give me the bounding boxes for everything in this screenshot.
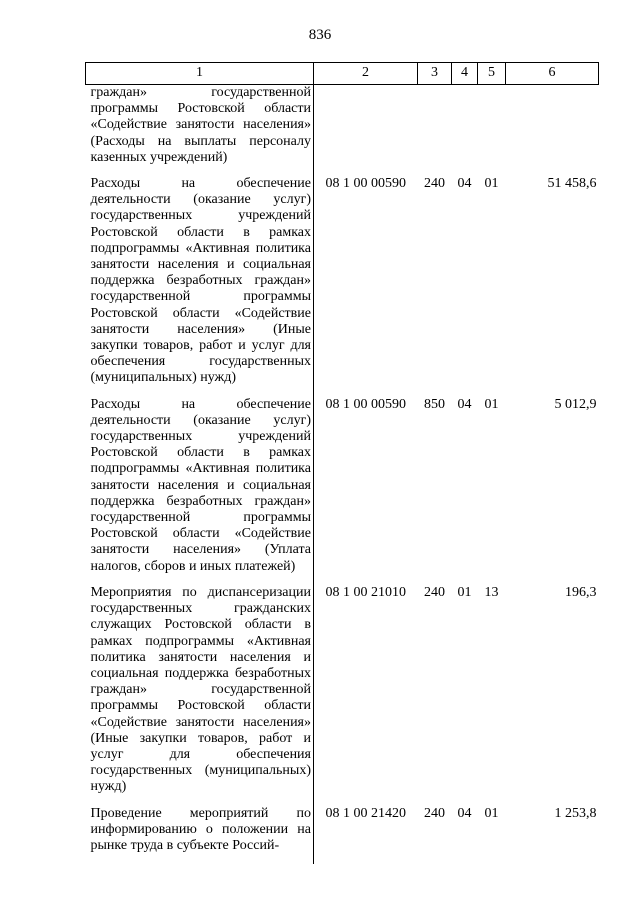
row-amount: 5 012,9 xyxy=(554,396,597,412)
column-header: 5 xyxy=(478,63,506,85)
row-code: 08 1 00 21010 xyxy=(325,584,406,600)
row-rz: 04 xyxy=(457,396,472,412)
row-pr: 13 xyxy=(484,584,499,600)
page-number: 836 xyxy=(308,27,332,43)
row-pr xyxy=(478,85,506,177)
row-description: Проведение мероприятий по информированию о положении на рынке труда в субъекте Россий- xyxy=(86,806,314,865)
row-vr: 240 xyxy=(424,176,445,192)
row-amount: 196,3 xyxy=(565,584,597,600)
column-header: 3 xyxy=(418,63,452,85)
column-header: 6 xyxy=(506,63,599,85)
row-rz xyxy=(452,85,478,177)
row-code: 08 1 00 00590 xyxy=(325,396,406,412)
table-row xyxy=(86,585,599,806)
table-row xyxy=(86,85,599,177)
row-vr: 240 xyxy=(424,584,445,600)
row-rz: 04 xyxy=(457,805,472,821)
table-row xyxy=(86,397,599,585)
row-rz: 01 xyxy=(457,584,472,600)
budget-table xyxy=(85,62,599,864)
row-description: Мероприятия по диспансеризации государственных гражданских служащих Ростовской области в рамках подпрограммы «Активная политика занятости населения и социальная поддержка безработных граждан» государственной программы Ростовской области «Содействие занятости населения» (Иные закупки товаров, работ и услуг для обеспечения государственных (муниципальных) нужд) xyxy=(86,585,314,806)
column-header: 2 xyxy=(314,63,418,85)
row-amount xyxy=(506,85,599,177)
row-description: Расходы на обеспечение деятельности (оказание услуг) государственных учреждений Ростовской области в рамках подпрограммы «Активная политика занятости населения и социальная поддержка безработных граждан» государственной программы Ростовской области «Содействие занятости населения» (Иные закупки товаров, работ и услуг для обеспечения государственных (муниципальных) нужд) xyxy=(86,176,314,397)
row-vr: 240 xyxy=(424,805,445,821)
row-pr: 01 xyxy=(484,176,499,192)
row-amount: 51 458,6 xyxy=(547,176,597,192)
row-amount: 1 253,8 xyxy=(554,805,597,821)
row-code: 08 1 00 21420 xyxy=(325,805,406,821)
row-pr: 01 xyxy=(484,805,499,821)
row-description: граждан» государственной программы Ростовской области «Содействие занятости населения» (Расходы на выплаты персоналу казенных учреждений) xyxy=(86,85,314,177)
row-pr: 01 xyxy=(484,396,499,412)
row-vr xyxy=(418,85,452,177)
row-rz: 04 xyxy=(457,176,472,192)
row-code: 08 1 00 00590 xyxy=(325,176,406,192)
row-vr: 850 xyxy=(424,396,445,412)
table-row xyxy=(86,176,599,397)
row-description: Расходы на обеспечение деятельности (оказание услуг) государственных учреждений Ростовской области в рамках подпрограммы «Активная политика занятости населения и социальная поддержка безработных граждан» государственной программы Ростовской области «Содействие занятости населения» (Уплата налогов, сборов и иных платежей) xyxy=(86,397,314,585)
row-code xyxy=(314,85,418,177)
column-header: 4 xyxy=(452,63,478,85)
table-row xyxy=(86,806,599,865)
column-header: 1 xyxy=(86,63,314,85)
table-header-row xyxy=(86,63,599,85)
